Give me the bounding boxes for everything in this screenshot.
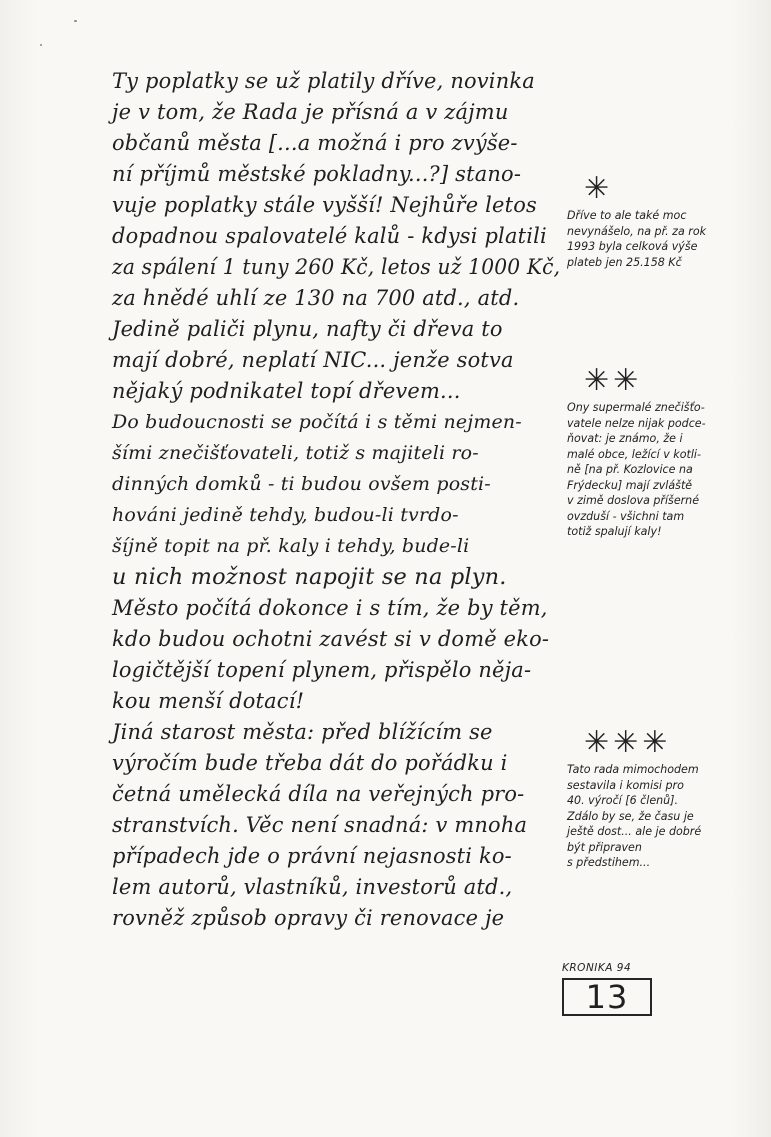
main-text-line: je v tom, že Rada je přísná a v zájmu [112,100,509,124]
main-text-line: četná umělecká díla na veřejných pro- [112,782,525,806]
paper-speck [40,44,42,46]
main-text-line: rovněž způsob opravy či renovace je [112,906,505,930]
main-text-line: hováni jedině tehdy, budou-li tvrdo- [112,504,459,526]
main-text-line: šíjně topit na př. kaly i tehdy, bude-li [112,535,470,557]
main-text-line: ní příjmů městské pokladny...?] stano- [112,162,522,186]
footnote-line: ňovat: je známo, že i [567,432,683,445]
triple-asterisk-icon: ✳✳✳ [584,725,672,760]
main-text-line: Ty poplatky se už platily dříve, novinka [112,69,535,93]
footnote-line: vatele nelze nijak podce- [567,416,706,430]
chronicle-label: KRONIKA 94 [562,962,632,974]
main-text-line: dopadnou spalovatelé kalů - kdysi platili [112,224,547,248]
main-text-line: za spálení 1 tuny 260 Kč, letos už 1000 Kč, [112,255,561,279]
footnote-line: totiž spalují kaly! [567,525,662,538]
main-text-line: případech jde o právní nejasnosti ko- [112,844,512,868]
main-text-line: občanů města [...a možná i pro zvýše- [112,131,518,155]
main-text-line: za hnědé uhlí ze 130 na 700 atd., atd. [112,286,520,310]
footnote-line: v zimě doslova příšerné [567,494,700,507]
main-text-line: Do budoucnosti se počítá i s těmi nejmen- [112,411,522,433]
footnote-line: 1993 byla celková výše [567,240,698,253]
footnote-line: Zdálo by se, že času je [567,809,694,823]
double-asterisk-icon: ✳✳ [584,363,643,398]
main-text-line: dinných domků - ti budou ovšem posti- [112,473,491,495]
page-number-box [562,978,652,1016]
footnote-line: malé obce, ležící v kotli- [567,447,701,461]
main-text-line: výročím bude třeba dát do pořádku i [112,751,508,775]
footnote-line: ovzduší - všichni tam [567,509,685,523]
main-text-line: Jedině paliči plynu, nafty či dřeva to [112,317,503,341]
paper-speck [74,20,77,22]
main-text-line: vuje poplatky stále vyšší! Nejhůře letos [112,193,537,217]
main-text-line: šími znečišťovateli, totiž s majiteli ro- [112,442,479,464]
page-number: 13 [585,978,629,1016]
footnote-1 [566,172,766,270]
footnote-line: 40. výročí [6 členů]. [567,794,679,807]
main-text-line: mají dobré, neplatí NIC... jenže sotva [112,348,514,372]
footnote-line: Ony supermalé znečišťo- [567,401,705,414]
main-text-line: stranstvích. Věc není snadná: v mnoha [112,813,528,837]
main-text-line: nějaký podnikatel topí dřevem... [112,379,461,403]
footnote-line: Dříve to ale také moc [567,209,687,222]
footnote-line: plateb jen 25.158 Kč [567,255,682,269]
main-text-line: logičtější topení plynem, přispělo něja- [112,658,532,682]
main-text-line: u nich možnost napojit se na plyn. [112,564,507,590]
main-text-line: kdo budou ochotni zavést si v domě eko- [112,627,550,651]
footnote-line: s předstihem... [567,856,651,869]
footnote-line: nevynášelo, na př. za rok [567,224,707,238]
main-text-block [112,66,562,934]
footnote-line: Tato rada mimochodem [567,763,699,776]
main-text-line: kou menší dotací! [112,689,305,713]
footnote-line: být připraven [567,840,642,854]
footnote-line: ně [na př. Kozlovice na [567,463,693,476]
footnote-2 [566,364,766,540]
main-text-line: lem autorů, vlastníků, investorů atd., [112,875,513,899]
main-text-line: Jiná starost města: před blížícím se [112,720,493,744]
footnote-line: sestavila i komisi pro [567,778,684,792]
footnote-line: Frýdecku] mají zvláště [567,478,693,492]
asterisk-icon: ✳ [584,171,614,206]
footnote-3 [566,726,766,871]
main-text-line: Město počítá dokonce i s tím, že by těm, [112,596,548,620]
footnote-line: ještě dost... ale je dobré [567,825,702,838]
